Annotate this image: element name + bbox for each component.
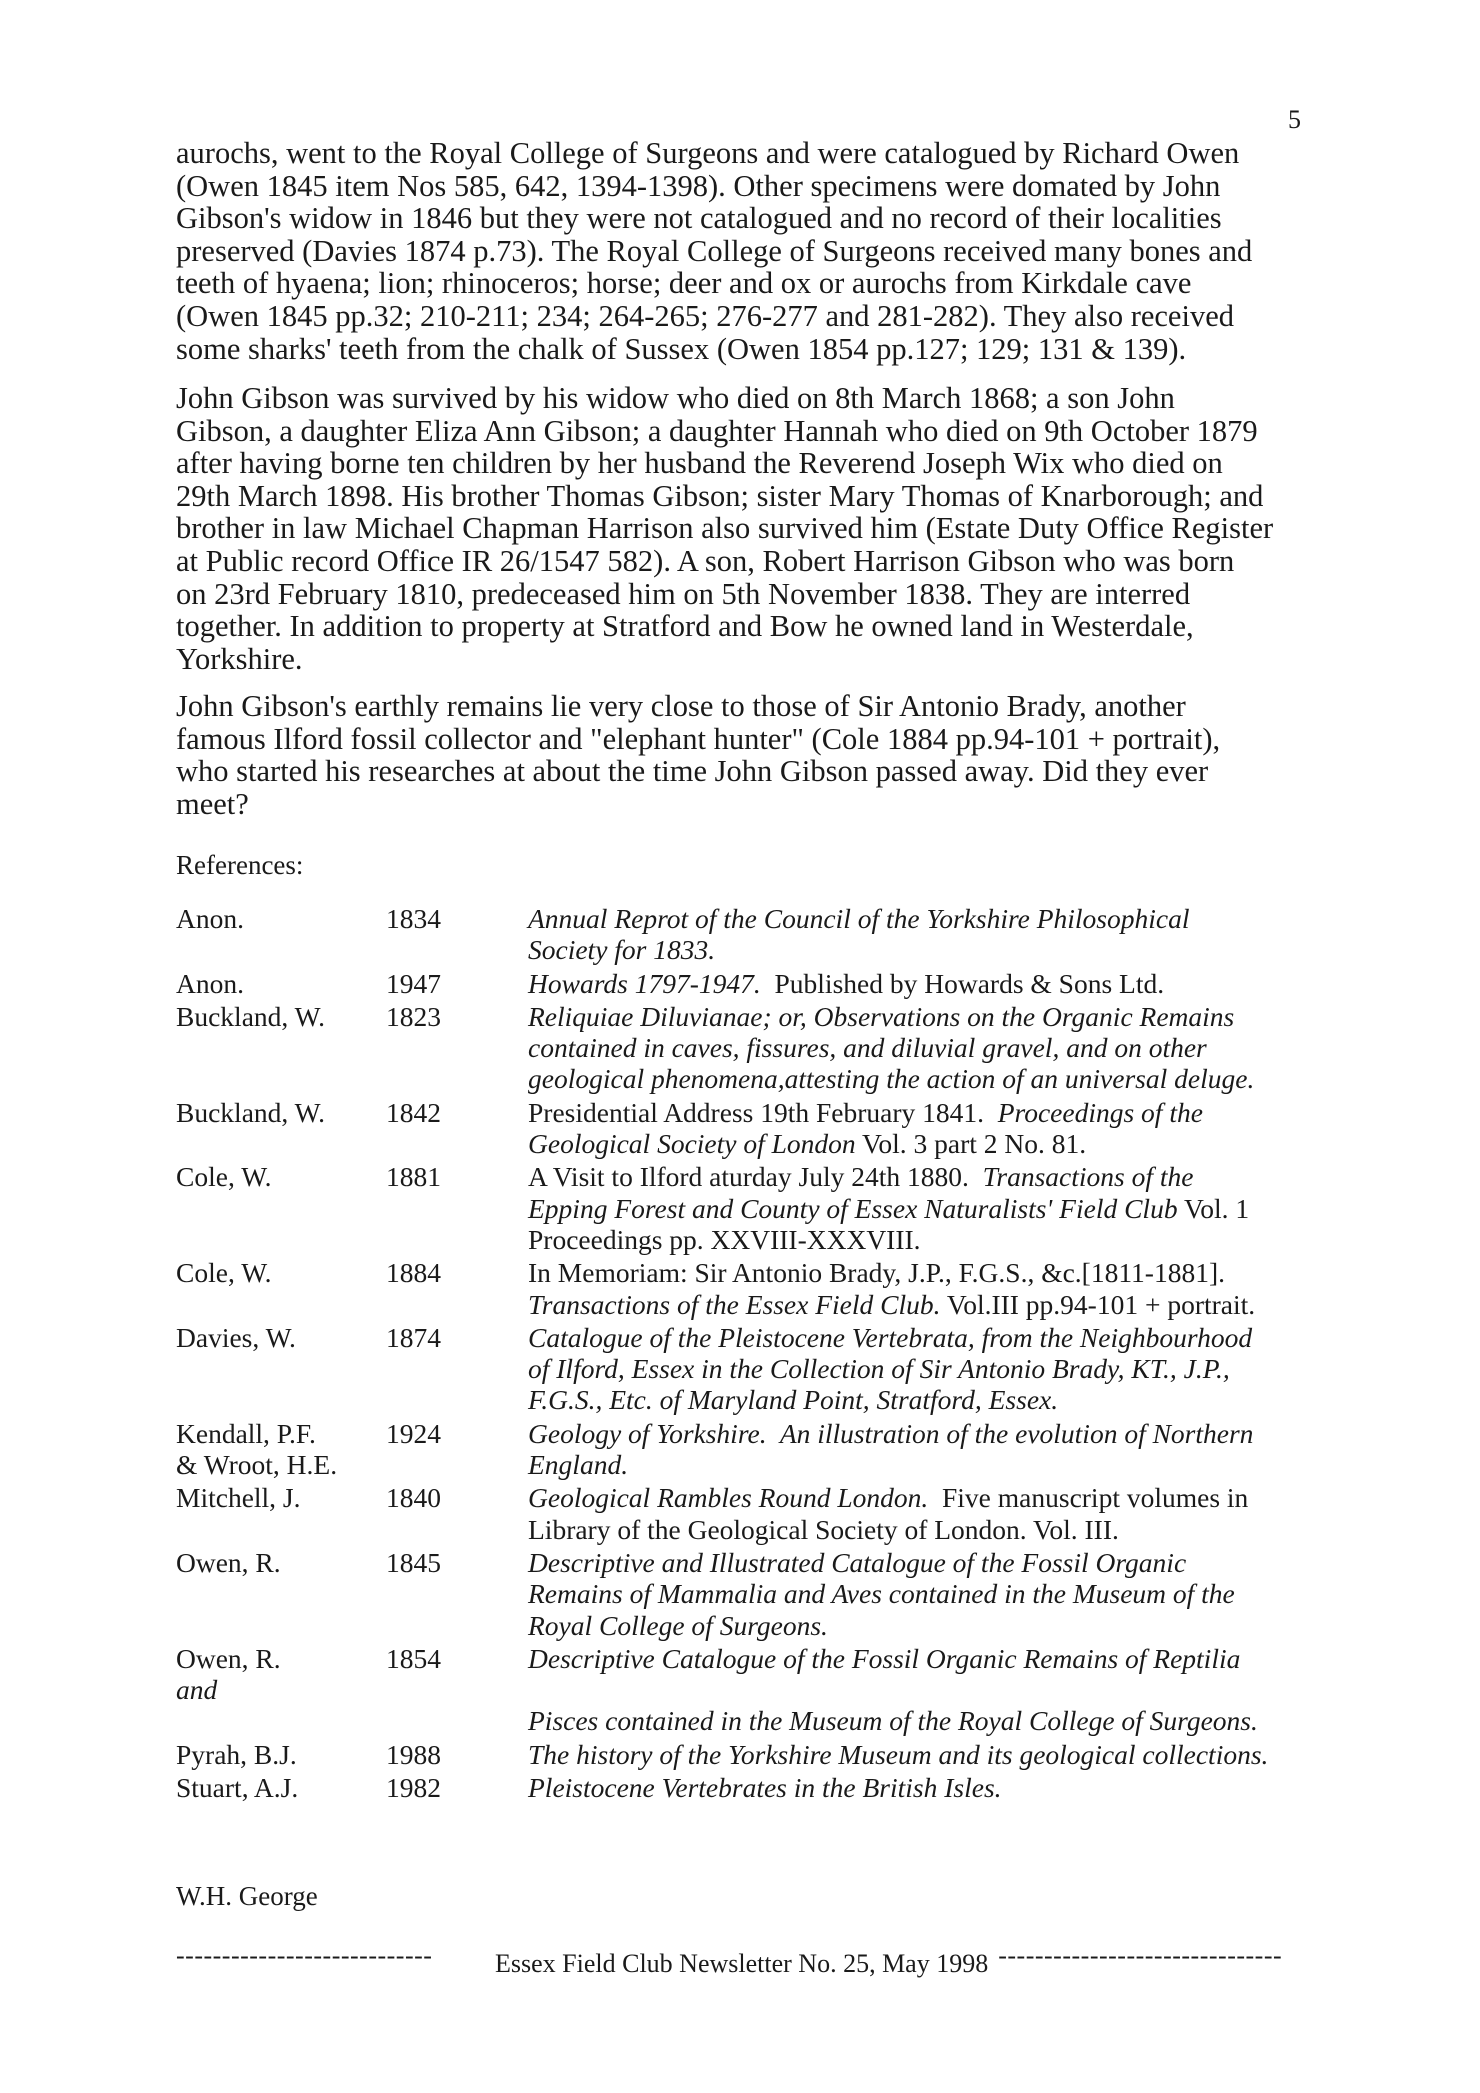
- reference-title-line: [528, 1643, 1358, 1674]
- paragraph-line: at Public record Office IR 26/1547 582). A son, Robert Harrison Gibson who was born: [176, 543, 1235, 578]
- reference-year: 1947: [386, 967, 441, 999]
- reference-author-line: Cole, W.: [176, 1161, 272, 1193]
- reference-text-segment: Proceedings pp. XXVIII-XXXVIII.: [528, 1223, 921, 1255]
- reference-entry: [176, 1772, 1356, 1803]
- reference-text-segment: F.G.S., Etc. of Maryland Point, Stratford, Essex.: [528, 1384, 1059, 1416]
- reference-text-segment: [528, 1674, 535, 1705]
- reference-title-line: [528, 1353, 1358, 1384]
- paragraph-line: aurochs, went to the Royal College of Surgeons and were catalogued by Richard Owen: [176, 136, 1240, 170]
- references-heading: References:: [176, 850, 304, 880]
- reference-text-segment: Epping Forest and County of Essex Naturalists' Field Club: [528, 1192, 1178, 1224]
- reference-title: [528, 1643, 1358, 1737]
- reference-author: [176, 1547, 386, 1578]
- paragraph-line: John Gibson was survived by his widow who died on 8th March 1868; a son John: [176, 381, 1175, 415]
- paragraph-line: together. In addition to property at Stratford and Bow he owned land in Westerdale,: [176, 609, 1194, 644]
- reference-text-segment: Vol. 3 part 2 No. 81.: [855, 1128, 1087, 1160]
- reference-text-segment: Descriptive Catalogue of the Fossil Organic Remains of Reptilia: [528, 1642, 1241, 1674]
- reference-entry: [176, 903, 1356, 966]
- reference-author: [176, 1643, 386, 1706]
- paragraph-line: John Gibson's earthly remains lie very close to those of Sir Antonio Brady, another: [176, 689, 1186, 723]
- reference-text-segment: The history of the Yorkshire Museum and its geological collections.: [528, 1738, 1269, 1770]
- reference-text-segment: Geological Society of London: [528, 1128, 856, 1160]
- reference-entry: [176, 1418, 1356, 1481]
- paragraph-line: (Owen 1845 pp.32; 210-211; 234; 264-265; 276-277 and 281-282). They also received: [176, 298, 1234, 333]
- reference-entry: [176, 1547, 1356, 1641]
- reference-author: [176, 1418, 386, 1481]
- reference-text-segment: Howards 1797-1947.: [528, 967, 761, 999]
- reference-title-line: [528, 1514, 1358, 1545]
- reference-title-line: [528, 1193, 1358, 1224]
- reference-title-line: [528, 1418, 1358, 1449]
- reference-title-line: [528, 1482, 1358, 1513]
- reference-text-segment: Pisces contained in the Museum of the Royal College of Surgeons.: [528, 1705, 1258, 1737]
- page-footer: [176, 1940, 1336, 1980]
- reference-author: [176, 1097, 386, 1128]
- paragraph-line: (Owen 1845 item Nos 585, 642, 1394-1398). Other specimens were domated by John: [176, 168, 1221, 203]
- reference-title: [528, 1418, 1358, 1481]
- body-paragraph: [176, 382, 1341, 675]
- body-paragraph: [176, 690, 1341, 820]
- author-signature: W.H. George: [176, 1881, 318, 1911]
- reference-year: 1854: [386, 1642, 441, 1674]
- reference-title-line: [528, 1322, 1358, 1353]
- footer-text: Essex Field Club Newsletter No. 25, May 1998: [495, 1949, 989, 1978]
- reference-year: 1842: [386, 1096, 441, 1128]
- reference-year: 1881: [386, 1161, 441, 1193]
- reference-author: [176, 1001, 386, 1032]
- reference-author-line: Anon.: [176, 903, 244, 934]
- reference-title: [528, 1161, 1358, 1255]
- reference-title-line: [528, 1674, 1358, 1705]
- reference-title-line: [528, 1739, 1358, 1770]
- reference-author: [176, 1322, 386, 1353]
- reference-title-line: [528, 1063, 1358, 1094]
- reference-author: [176, 1772, 386, 1803]
- reference-text-segment: A Visit to Ilford aturday July 24th 1880.: [528, 1161, 983, 1193]
- reference-year: 1840: [386, 1482, 441, 1514]
- reference-author: [176, 903, 386, 934]
- reference-text-segment: Published by Howards & Sons Ltd.: [760, 967, 1165, 999]
- reference-entry: [176, 1097, 1356, 1160]
- paragraph-line: on 23rd February 1810, predeceased him on 5th November 1838. They are interred: [176, 576, 1191, 611]
- reference-text-segment: Society for 1833.: [528, 934, 716, 966]
- reference-year: 1884: [386, 1257, 441, 1289]
- paragraph-line: teeth of hyaena; lion; rhinoceros; horse; deer and ox or aurochs from Kirkdale cave: [176, 266, 1192, 301]
- reference-title-line: [528, 1449, 1358, 1480]
- reference-title: [528, 1772, 1358, 1803]
- reference-title-line: [528, 1772, 1358, 1803]
- reference-title: [528, 1001, 1358, 1095]
- reference-text-segment: In Memoriam: Sir Antonio Brady, J.P., F.G.S., &c.[1811-1881].: [528, 1257, 1225, 1289]
- reference-entry: [176, 968, 1356, 999]
- reference-author-line: Buckland, W.: [176, 1000, 325, 1032]
- reference-author: [176, 1161, 386, 1192]
- paragraph-line: preserved (Davies 1874 p.73). The Royal College of Surgeons received many bones and: [176, 233, 1253, 268]
- reference-author-line: Anon.: [176, 967, 244, 999]
- reference-text-segment: Presidential Address 19th February 1841.: [528, 1096, 998, 1128]
- reference-entry: [176, 1643, 1356, 1737]
- reference-title-line: [528, 1128, 1358, 1159]
- reference-title-line: [528, 934, 1358, 965]
- reference-entry: [176, 1482, 1356, 1545]
- reference-title-line: [528, 1289, 1358, 1320]
- reference-entry: [176, 1257, 1356, 1320]
- reference-entry: [176, 1739, 1356, 1770]
- reference-title: [528, 1322, 1358, 1416]
- reference-text-segment: geological phenomena,attesting the action of an universal deluge.: [528, 1063, 1255, 1095]
- paragraph-line: meet?: [176, 786, 249, 821]
- reference-year: 1845: [386, 1546, 441, 1578]
- reference-author: [176, 1482, 386, 1513]
- paragraph-line: after having borne ten children by her husband the Reverend Joseph Wix who died on: [176, 446, 1223, 481]
- reference-text-segment: of Ilford, Essex in the Collection of Sir Antonio Brady, KT., J.P.,: [528, 1353, 1230, 1385]
- reference-text-segment: Descriptive and Illustrated Catalogue of the Fossil Organic: [528, 1546, 1187, 1578]
- reference-title-line: [528, 1384, 1358, 1415]
- reference-author-line: Owen, R.: [176, 1642, 281, 1674]
- reference-title-line: [528, 1161, 1358, 1192]
- references-list: [176, 903, 1356, 1805]
- reference-author-line: Pyrah, B.J.: [176, 1738, 297, 1770]
- reference-title: [528, 1482, 1358, 1545]
- body-paragraph: [176, 137, 1341, 365]
- footer-rule-right: -------------------------------: [998, 1941, 1283, 1970]
- reference-title: [528, 1547, 1358, 1641]
- reference-text-segment: Proceedings of the: [997, 1096, 1203, 1128]
- reference-author-line: & Wroot, H.E.: [176, 1449, 338, 1481]
- reference-title-line: [528, 903, 1358, 934]
- reference-title: [528, 1257, 1358, 1320]
- reference-title-line: [528, 1001, 1358, 1032]
- reference-author-line: Stuart, A.J.: [176, 1772, 299, 1804]
- reference-author-line: Davies, W.: [176, 1321, 296, 1353]
- reference-title-line: [528, 1705, 1358, 1736]
- reference-author-line: Kendall, P.F.: [176, 1417, 316, 1449]
- reference-author: [176, 1739, 386, 1770]
- reference-author-line: Cole, W.: [176, 1257, 272, 1289]
- reference-text-segment: England.: [528, 1449, 629, 1481]
- paragraph-line: some sharks' teeth from the chalk of Sussex (Owen 1854 pp.127; 129; 131 & 139).: [176, 331, 1187, 366]
- reference-text-segment: Catalogue of the Pleistocene Vertebrata, from the Neighbourhood: [528, 1321, 1253, 1353]
- reference-title-line: [528, 1578, 1358, 1609]
- reference-text-segment: Vol.III pp.94-101 + portrait.: [940, 1288, 1256, 1320]
- reference-author-line: Mitchell, J.: [176, 1482, 301, 1514]
- reference-text-segment: Reliquiae Diluvianae; or, Observations on the Organic Remains: [528, 1000, 1235, 1032]
- reference-title-line: [528, 1610, 1358, 1641]
- reference-title: [528, 1739, 1358, 1770]
- reference-author-line: Buckland, W.: [176, 1096, 325, 1128]
- paragraph-line: Gibson, a daughter Eliza Ann Gibson; a daughter Hannah who died on 9th October 1879: [176, 413, 1258, 448]
- reference-title-line: [528, 1224, 1358, 1255]
- reference-title: [528, 968, 1358, 999]
- reference-author: [176, 1257, 386, 1288]
- reference-year: 1988: [386, 1738, 441, 1770]
- reference-text-segment: Remains of Mammalia and Aves contained in the Museum of the: [528, 1578, 1235, 1610]
- reference-text-segment: contained in caves, fissures, and diluvial gravel, and on other: [528, 1032, 1207, 1064]
- paragraph-line: Gibson's widow in 1846 but they were not catalogued and no record of their localities: [176, 201, 1222, 236]
- reference-title-line: [528, 1032, 1358, 1063]
- reference-year: 1982: [386, 1772, 441, 1804]
- reference-year: 1874: [386, 1321, 441, 1353]
- reference-text-segment: Royal College of Surgeons.: [528, 1609, 828, 1641]
- reference-text-segment: Geological Rambles Round London.: [528, 1482, 929, 1514]
- reference-title-line: [528, 968, 1358, 999]
- paragraph-line: 29th March 1898. His brother Thomas Gibson; sister Mary Thomas of Knarborough; and: [176, 478, 1264, 513]
- paragraph-line: brother in law Michael Chapman Harrison also survived him (Estate Duty Office Register: [176, 511, 1274, 546]
- reference-text-segment: Transactions of the Essex Field Club.: [528, 1288, 941, 1320]
- paragraph-line: Yorkshire.: [176, 641, 303, 676]
- reference-author-line: Owen, R.: [176, 1546, 281, 1578]
- reference-year: 1823: [386, 1000, 441, 1032]
- reference-text-segment: Transactions of the: [982, 1161, 1194, 1193]
- page-number: 5: [1288, 105, 1301, 134]
- reference-title: [528, 1097, 1358, 1160]
- reference-year: 1924: [386, 1417, 441, 1449]
- reference-title-line: [528, 1547, 1358, 1578]
- reference-title-line: [528, 1257, 1358, 1288]
- reference-text-segment: Pleistocene Vertebrates in the British Isles.: [528, 1772, 1002, 1804]
- reference-text-segment: Annual Reprot of the Council of the Yorkshire Philosophical: [528, 903, 1190, 934]
- reference-entry: [176, 1322, 1356, 1416]
- reference-title-line: [528, 1097, 1358, 1128]
- reference-text-segment: Geology of Yorkshire. An illustration of the evolution of Northern: [528, 1417, 1254, 1449]
- reference-author: [176, 968, 386, 999]
- reference-author-line: and: [176, 1674, 218, 1706]
- reference-text-segment: Vol. 1: [1177, 1192, 1250, 1224]
- reference-entry: [176, 1001, 1356, 1095]
- reference-year: 1834: [386, 903, 441, 934]
- reference-title: [528, 903, 1358, 966]
- reference-text-segment: Five manuscript volumes in: [928, 1482, 1249, 1514]
- reference-text-segment: Library of the Geological Society of London. Vol. III.: [528, 1513, 1119, 1545]
- paragraph-line: who started his researches at about the time John Gibson passed away. Did they ever: [176, 754, 1209, 789]
- reference-entry: [176, 1161, 1356, 1255]
- paragraph-line: famous Ilford fossil collector and "elephant hunter" (Cole 1884 pp.94-101 + portrait),: [176, 721, 1221, 756]
- footer-rule-left: ----------------------------: [176, 1941, 433, 1970]
